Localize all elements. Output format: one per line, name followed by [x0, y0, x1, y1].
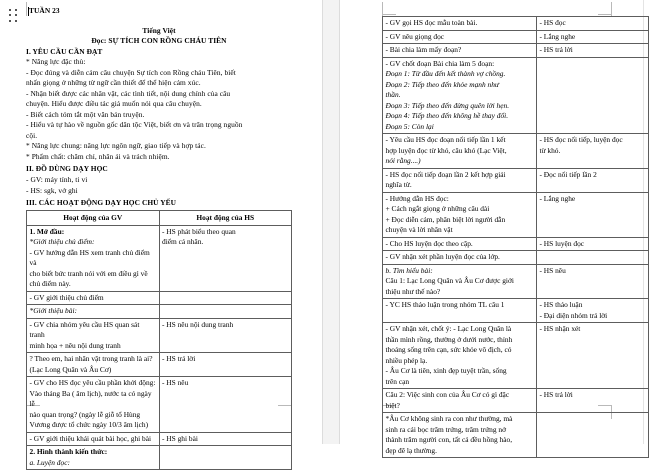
cell-activity-hs: [537, 30, 649, 44]
cell-activity-hs: [159, 291, 292, 305]
cell-line: - HS thảo luận: [539, 300, 583, 309]
cell-line: - HS nhận xét: [539, 324, 581, 333]
text-line: - Hiểu và tự hào về nguồn gốc dân tộc Việt, biết ơn và trân trọng nguồn: [26, 120, 243, 130]
cell-line: - HS ghi bài: [162, 433, 198, 443]
section-3-heading: III. CÁC HOẠT ĐỘNG DẠY HỌC CHỦ YẾU: [26, 198, 177, 207]
cell-line: - GV giới thiệu chủ điểm: [29, 292, 104, 302]
cell-line: nghĩa từ.: [385, 180, 412, 189]
cell-line: - GV chốt đoạn Bài chia làm 5 đoạn:: [385, 58, 495, 68]
cell-line: chủ điểm này.: [29, 279, 71, 288]
cell-line: sinh ra cái bọc trăm trứng, trăm trứng nở: [385, 424, 506, 434]
text-line: * Năng lực chung: năng lực ngôn ngữ, giao tiếp và hợp tác.: [26, 141, 206, 151]
margin-mark-r-tl-h: [382, 14, 396, 15]
cell-activity-gv: [383, 57, 537, 134]
cell-line: Đoạn 5: Còn lại: [385, 121, 434, 131]
cell-line: a. Luyện đọc:: [29, 457, 70, 467]
cell-activity-gv: [383, 168, 537, 192]
cell-line: - Đại diện nhóm trả lời: [539, 310, 608, 320]
cell-activity-hs: [537, 323, 649, 389]
section-1-heading: I. YÊU CẦU CẦN ĐẠT: [26, 47, 103, 56]
cell-line: thần mình rồng, thường ở dưới nước, thỉnh: [385, 334, 513, 344]
cell-line: - Đọc nối tiếp lần 2: [539, 169, 597, 179]
cell-activity-hs: [537, 134, 649, 169]
drag-handle-icon[interactable]: [9, 9, 18, 23]
table-row: [27, 305, 292, 319]
cell-line: điểm cá nhân.: [162, 237, 204, 246]
cell-line: trên cạn: [385, 376, 410, 386]
table-row: [27, 377, 292, 433]
table-row: [27, 291, 292, 305]
table-row: [383, 299, 649, 323]
cell-line: thần.: [385, 90, 401, 99]
cell-activity-gv: [383, 192, 537, 237]
table-row: [27, 446, 292, 470]
text-line: cội.: [26, 130, 38, 140]
cell-line: biệt?: [385, 400, 400, 410]
cell-activity-hs: [537, 192, 649, 237]
cell-line: - HS đọc nối tiếp, luyện đọc: [539, 135, 623, 144]
text-line: nhấn giọng ở những từ ngữ cần thiết để thể hiện cảm xúc.: [26, 78, 201, 88]
table-row: [27, 432, 292, 446]
cell-activity-hs: [537, 44, 649, 58]
cell-line: nói rằng....): [385, 156, 421, 165]
cell-activity-gv: [383, 413, 537, 458]
cell-activity-hs: [159, 305, 292, 319]
cell-line: - HS đọc: [539, 18, 566, 27]
cell-activity-gv: [383, 251, 537, 265]
table-row: [27, 353, 292, 377]
cell-activity-hs: [537, 57, 649, 134]
page-edge-left: [322, 0, 323, 444]
cell-line: 2. Hình thành kiến thức:: [29, 447, 108, 456]
text-line: * Năng lực đặc thù:: [26, 57, 86, 66]
cell-line: Vào tháng Ba ( âm lịch), nước ta có ngày lễ: [29, 388, 152, 408]
cell-line: Vương được tổ chức ngày 10/3 âm lịch): [29, 420, 149, 429]
table-row: [27, 318, 292, 353]
table-row: [383, 413, 649, 458]
cell-activity-gv: [27, 446, 160, 470]
cell-line: (Lạc Long Quân và Âu Cơ): [29, 364, 112, 374]
cell-activity-hs: [159, 353, 292, 377]
page-gutter: [322, 0, 340, 444]
cell-line: b. Tìm hiểu bài:: [385, 265, 433, 275]
margin-mark-r-tr-v: [611, 2, 612, 16]
cell-line: Đoạn 2: Tiếp theo đến khỏe mạnh như: [385, 79, 499, 89]
cell-line: minh họa + nêu nội dung tranh: [29, 340, 121, 350]
cell-activity-gv: [383, 323, 537, 389]
cell-activity-hs: [159, 446, 292, 470]
cell-activity-gv: [383, 30, 537, 44]
table-row: [383, 168, 649, 192]
table-row: [383, 237, 649, 251]
cell-line: thiệu như thế nào?: [385, 286, 441, 296]
text-line: - Biết cách tóm tắt một văn bản truyện.: [26, 109, 145, 119]
text-line: - GV: máy tính, ti vi: [26, 175, 88, 184]
lesson-activity-table-left: [26, 210, 292, 470]
table-row: [27, 225, 292, 291]
text-line: - Đọc đúng và diễn cảm câu chuyện Sự tích con Rồng cháu Tiên, biết: [26, 67, 236, 77]
table-row: [383, 57, 649, 134]
table-row: [383, 251, 649, 265]
cell-activity-hs: [537, 264, 649, 299]
cell-activity-hs: [537, 389, 649, 413]
cell-activity-hs: [537, 413, 649, 458]
cell-activity-gv: [27, 305, 160, 319]
cell-line: *Giới thiệu bài:: [29, 306, 77, 315]
table-row: [383, 264, 649, 299]
table-row: [383, 44, 649, 58]
cell-activity-hs: [159, 225, 292, 291]
table-header-gv: Hoạt động của GV: [27, 211, 160, 226]
cell-activity-gv: [27, 432, 160, 446]
table-header-hs: Hoạt động của HS: [159, 211, 292, 226]
cell-line: - Âu Cơ là tiên, xinh đẹp tuyệt trần, sống: [385, 366, 507, 375]
cell-line: nào quan trọng? (ngày lễ giỗ tổ Hùng: [29, 409, 141, 419]
margin-mark-r-tr-h: [598, 14, 612, 15]
table-row: [383, 192, 649, 237]
cell-line: - GV cho HS đọc yêu cầu phần khởi động:: [29, 378, 156, 387]
cell-line: - HS nêu: [162, 378, 189, 387]
section-2-heading: II. ĐỒ DÙNG DẠY HỌC: [26, 164, 108, 173]
table-row: [383, 134, 649, 169]
cell-line: - HS luyện đọc: [539, 238, 585, 248]
cell-activity-gv: [383, 17, 537, 31]
cell-line: Câu 1: Lạc Long Quân và Âu Cơ được giới: [385, 276, 514, 285]
table-body-left: [27, 225, 292, 470]
cell-activity-hs: [537, 299, 649, 323]
cell-line: 1. Mở đầu:: [29, 226, 65, 236]
cell-line: Đoạn 1: Từ đầu đến kết thành vợ chồng.: [385, 69, 506, 78]
cell-line: - Bài chia làm mấy đoạn?: [385, 45, 462, 54]
cell-activity-hs: [159, 318, 292, 353]
cell-activity-gv: [27, 377, 160, 433]
cell-activity-gv: [383, 264, 537, 299]
cell-line: - HS đọc nối tiếp đoạn lần 2 kết hợp giải: [385, 169, 506, 179]
cell-activity-gv: [27, 291, 160, 305]
cell-line: - HS trả lời: [539, 45, 573, 54]
cell-activity-gv: [383, 44, 537, 58]
table-row: [383, 30, 649, 44]
cell-line: - GV chia nhóm yêu cầu HS quan sát tranh: [29, 319, 140, 339]
table-row: [383, 323, 649, 389]
cell-line: - HS trả lời: [162, 354, 196, 363]
cell-line: *Giới thiệu chủ điểm:: [29, 237, 95, 246]
cell-line: - HS phát biểu theo quan: [162, 226, 236, 236]
text-line: chuyện. Hiểu được điều tác giả muốn nói qua câu chuyện.: [26, 99, 202, 109]
subject-title: Tiếng Việt: [142, 26, 176, 35]
cell-line: từ khó.: [539, 145, 561, 155]
cell-line: - GV nhận xét, chốt ý: - Lạc Long Quân là: [385, 324, 512, 333]
cell-activity-hs: [159, 432, 292, 446]
cell-line: - GV giới thiệu khái quát bài học, ghi bài: [29, 433, 152, 443]
margin-mark-tl-v: [26, 2, 27, 16]
lesson-title: Đọc: SỰ TÍCH CON RỒNG CHÁU TIÊN: [91, 36, 227, 45]
section-1-body: [26, 57, 294, 162]
cell-activity-hs: [537, 168, 649, 192]
cell-line: chuyện và lời nhân vật: [385, 225, 453, 234]
cell-line: thành trăm người con, tất cả đều hồng hào,: [385, 435, 513, 444]
cell-activity-hs: [537, 251, 649, 265]
cell-line: - GV nêu giọng đọc: [385, 31, 445, 41]
week-label: TUẦN 23: [29, 6, 60, 15]
section-2-body: [26, 175, 294, 196]
cell-activity-hs: [537, 17, 649, 31]
cell-line: cho biết bức tranh nói với em điều gì về: [29, 268, 148, 278]
cell-line: - Hướng dẫn HS đọc:: [385, 193, 449, 203]
cell-activity-gv: [383, 237, 537, 251]
cell-activity-gv: [383, 299, 537, 323]
cell-line: hợp luyện đọc từ khó, câu khó (Lạc Việt,: [385, 145, 507, 155]
cell-line: đẹp đẽ lạ thường.: [385, 445, 437, 455]
cell-line: - Cho HS luyện đọc theo cặp.: [385, 238, 473, 248]
cell-activity-gv: [383, 134, 537, 169]
cell-line: Đoạn 3: Tiếp theo đến đừng quên lời hẹn.: [385, 100, 510, 110]
cell-line: - GV gọi HS đọc mẫu toàn bài.: [385, 18, 478, 27]
cell-line: - HS trả lời: [539, 390, 573, 399]
cell-line: - Lắng nghe: [539, 31, 576, 41]
cell-activity-gv: [383, 389, 537, 413]
table-row: [383, 17, 649, 31]
table-body-right: [383, 17, 649, 458]
cell-activity-gv: [27, 225, 160, 291]
text-line: - Nhận biết được các nhân vật, các tình tiết, nội dung chính của câu: [26, 88, 231, 98]
cell-line: - GV hướng dẫn HS xem tranh chủ điểm và: [29, 247, 150, 267]
cell-line: - Lắng nghe: [539, 193, 576, 203]
cell-activity-gv: [27, 353, 160, 377]
table-row: [383, 389, 649, 413]
lesson-activity-table-right: [382, 16, 649, 458]
cell-line: - Yêu cầu HS đọc đoạn nối tiếp lần 1 kết: [385, 135, 506, 144]
cell-line: - HS nêu nội dung tranh: [162, 319, 234, 329]
cell-line: - HS nêu: [539, 265, 566, 275]
cell-activity-hs: [537, 237, 649, 251]
cell-line: - YC HS thảo luận trong nhóm TL câu 1: [385, 300, 505, 309]
table-header-row: [27, 211, 292, 226]
cell-line: - GV nhận xét phần luyện đọc của lớp.: [385, 252, 500, 261]
cell-line: ? Theo em, hai nhân vật trong tranh là ai?: [29, 354, 153, 363]
cell-line: Câu 2: Việc sinh con của Âu Cơ có gì đặc: [385, 390, 510, 399]
cell-line: Đoạn 4: Tiếp theo đến không hề thay đổi.: [385, 111, 509, 120]
cell-activity-gv: [27, 318, 160, 353]
text-line: - HS: sgk, vở ghi: [26, 185, 78, 195]
text-line: * Phẩm chất: chăm chỉ, nhân ái và trách nhiệm.: [26, 151, 170, 161]
cell-line: + Đọc diễn cảm, phân biệt lời người dẫn: [385, 214, 506, 224]
cell-line: nhiều phép lạ.: [385, 355, 428, 365]
cell-activity-hs: [159, 377, 292, 433]
cell-line: *Âu Cơ không sinh ra con như thường, mà: [385, 414, 513, 423]
cell-line: thoảng sống trên cạn, sức khỏe vô địch, có: [385, 345, 512, 354]
cell-line: + Cách ngắt giọng ở những câu dài: [385, 204, 490, 213]
